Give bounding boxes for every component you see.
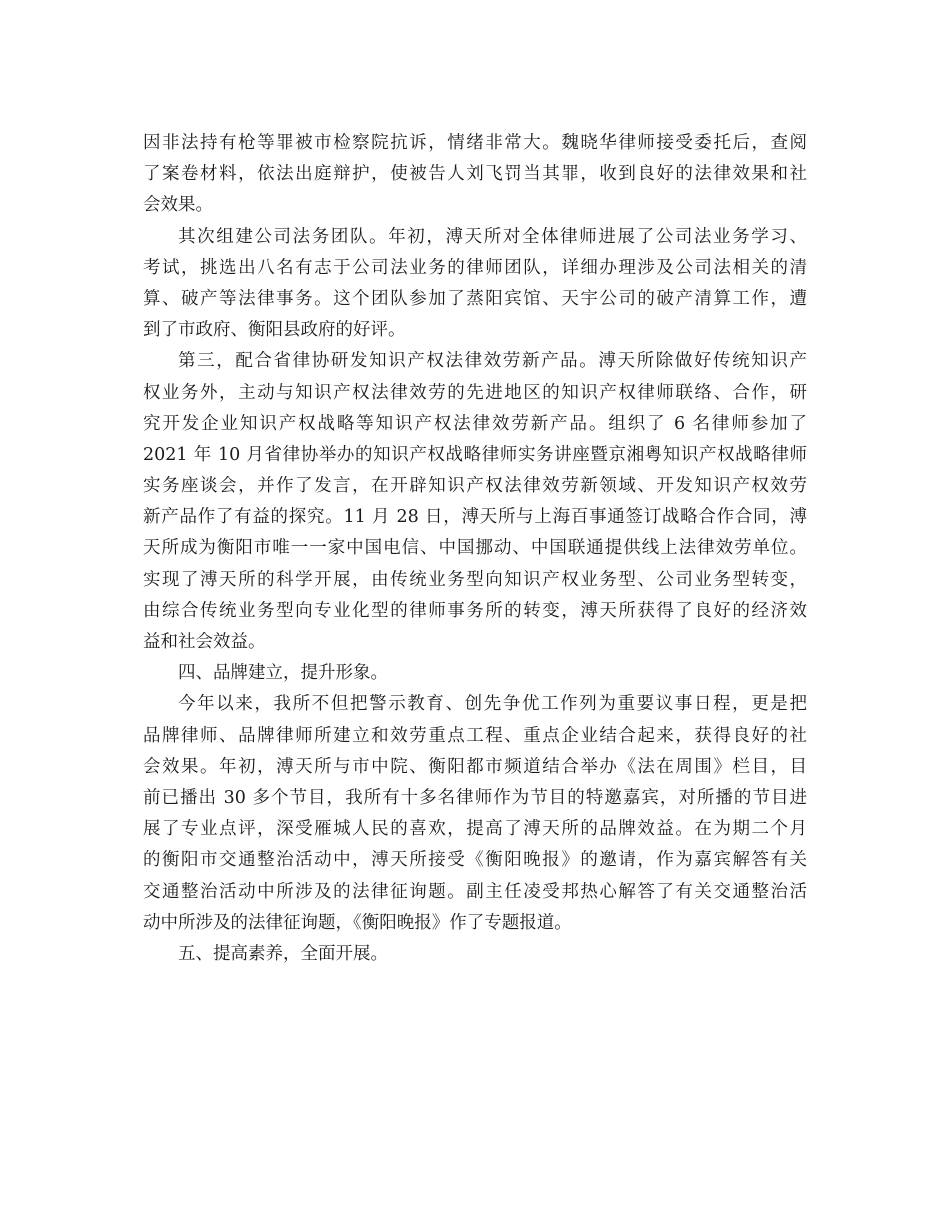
text-line: 会效果。 xyxy=(143,195,213,216)
document-body xyxy=(143,128,807,970)
section-heading: 四、品牌建立，提升形象。 xyxy=(178,663,388,684)
text-line: 权业务外，主动与知识产权法律效劳的先进地区的知识产权律师联络、合作，研 xyxy=(143,382,807,403)
text-line: 天所成为衡阳市唯一一家中国电信、中国挪动、中国联通提供线上法律效劳单位。 xyxy=(143,538,807,559)
text-line: 动中所涉及的法律征询题，《衡阳晚报》作了专题报道。 xyxy=(143,912,572,933)
text-line: 新产品作了有益的探究。11 月 28 日，溥天所与上海百事通签订战略合作合同，溥 xyxy=(143,507,807,528)
text-line: 到了市政府、衡阳县政府的好评。 xyxy=(143,320,406,341)
text-line: 的衡阳市交通整治活动中，溥天所接受《衡阳晚报》的邀请，作为嘉宾解答有关 xyxy=(143,850,807,871)
text-line: 考试，挑选出八名有志于公司法业务的律师团队，详细办理涉及公司法相关的清 xyxy=(143,257,807,278)
text-line: 了案卷材料，依法出庭辩护，使被告人刘飞罚当其罪，收到良好的法律效果和社 xyxy=(143,164,807,185)
paragraph-start-line: 今年以来，我所不但把警示教育、创先争优工作列为重要议事日程，更是把 xyxy=(178,694,807,715)
text-line: 究开发企业知识产权战略等知识产权法律效劳新产品。组织了 6 名律师参加了 xyxy=(143,413,807,434)
text-line: 展了专业点评，深受雁城人民的喜欢，提高了溥天所的品牌效益。在为期二个月 xyxy=(143,819,807,840)
text-line: 会效果。年初，溥天所与市中院、衡阳都市频道结合举办《法在周围》栏目，目 xyxy=(143,756,807,777)
text-line: 品牌律师、品牌律师所建立和效劳重点工程、重点企业结合起来，获得良好的社 xyxy=(143,725,807,746)
text-line: 益和社会效益。 xyxy=(143,632,266,652)
text-line: 2021 年 10 月省律协举办的知识产权战略律师实务讲座暨京湘粤知识产权战略律师 xyxy=(143,444,807,465)
text-line: 交通整治活动中所涉及的法律征询题。副主任凌受邦热心解答了有关交通整治活 xyxy=(143,881,807,902)
text-line: 由综合传统业务型向专业化型的律师事务所的转变，溥天所获得了良好的经济效 xyxy=(143,600,807,621)
paragraph-start-line: 第三，配合省律协研发知识产权法律效劳新产品。溥天所除做好传统知识产 xyxy=(178,351,807,372)
text-line: 实现了溥天所的科学开展，由传统业务型向知识产权业务型、公司业务型转变， xyxy=(143,569,807,590)
text-line: 前已播出 30 多个节目，我所有十多名律师作为节目的特邀嘉宾，对所播的节目进 xyxy=(143,787,807,808)
text-line: 实务座谈会，并作了发言，在开辟知识产权法律效劳新领域、开发知识产权效劳 xyxy=(143,476,807,497)
text-line: 因非法持有枪等罪被市检察院抗诉，情绪非常大。魏晓华律师接受委托后，查阅 xyxy=(143,133,807,153)
section-heading: 五、提高素养，全面开展。 xyxy=(178,943,388,964)
paragraph-start-line: 其次组建公司法务团队。年初，溥天所对全体律师进展了公司法业务学习、 xyxy=(178,226,807,247)
text-line: 算、破产等法律事务。这个团队参加了蒸阳宾馆、天宇公司的破产清算工作，遭 xyxy=(143,288,807,309)
